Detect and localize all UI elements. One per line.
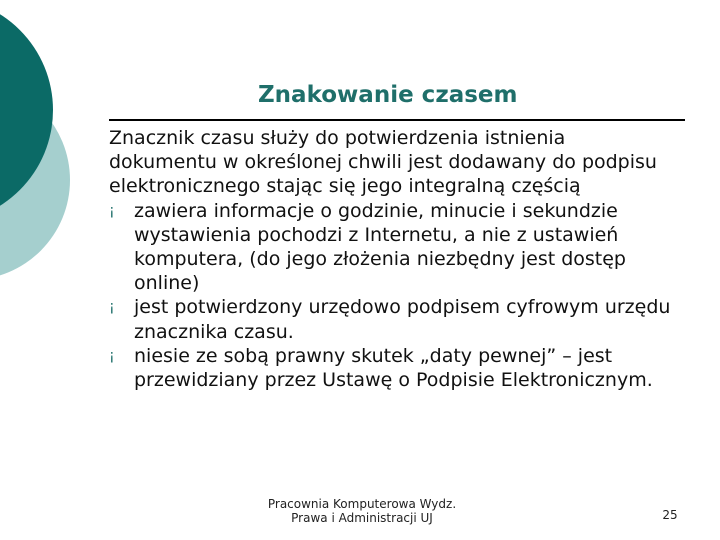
footer-line-1: Pracownia Komputerowa Wydz. (267, 497, 457, 511)
bullet-text: jest potwierdzony urzędowo podpisem cyfrowym urzędu znacznika czasu. (134, 296, 671, 343)
decorative-circles (0, 0, 120, 300)
bullet-circle-icon: ¡ (109, 299, 115, 316)
bullet-item-1 (109, 199, 679, 296)
page-number: 25 (662, 508, 678, 522)
bullet-item-2 (109, 295, 679, 343)
bullet-circle-icon: ¡ (109, 347, 115, 364)
slide-footer (252, 497, 472, 525)
bullet-text: niesie ze sobą prawny skutek „daty pewnej” – jest przewidziany przez Ustawę o Podpisie Elektronicznym. (134, 344, 653, 392)
slide-title: Znakowanie czasem (258, 82, 518, 108)
intro-paragraph: Znacznik czasu służy do potwierdzenia istnienia dokumentu w określonej chwili jest dodawany do podpisu elektronicznego stając się jego integralną częścią (109, 127, 657, 198)
bullet-item-3 (109, 344, 679, 392)
bullet-circle-icon: ¡ (109, 202, 115, 219)
slide-content (109, 126, 679, 392)
footer-line-2: Prawa i Administracji UJ (291, 511, 433, 525)
bullet-text: zawiera informacje o godzinie, minucie i sekundzie wystawienia pochodzi z Internetu, a nie z ustawień komputera, (do jego złożenia niezbędny jest dostęp online) (134, 199, 626, 295)
title-divider (109, 119, 685, 121)
